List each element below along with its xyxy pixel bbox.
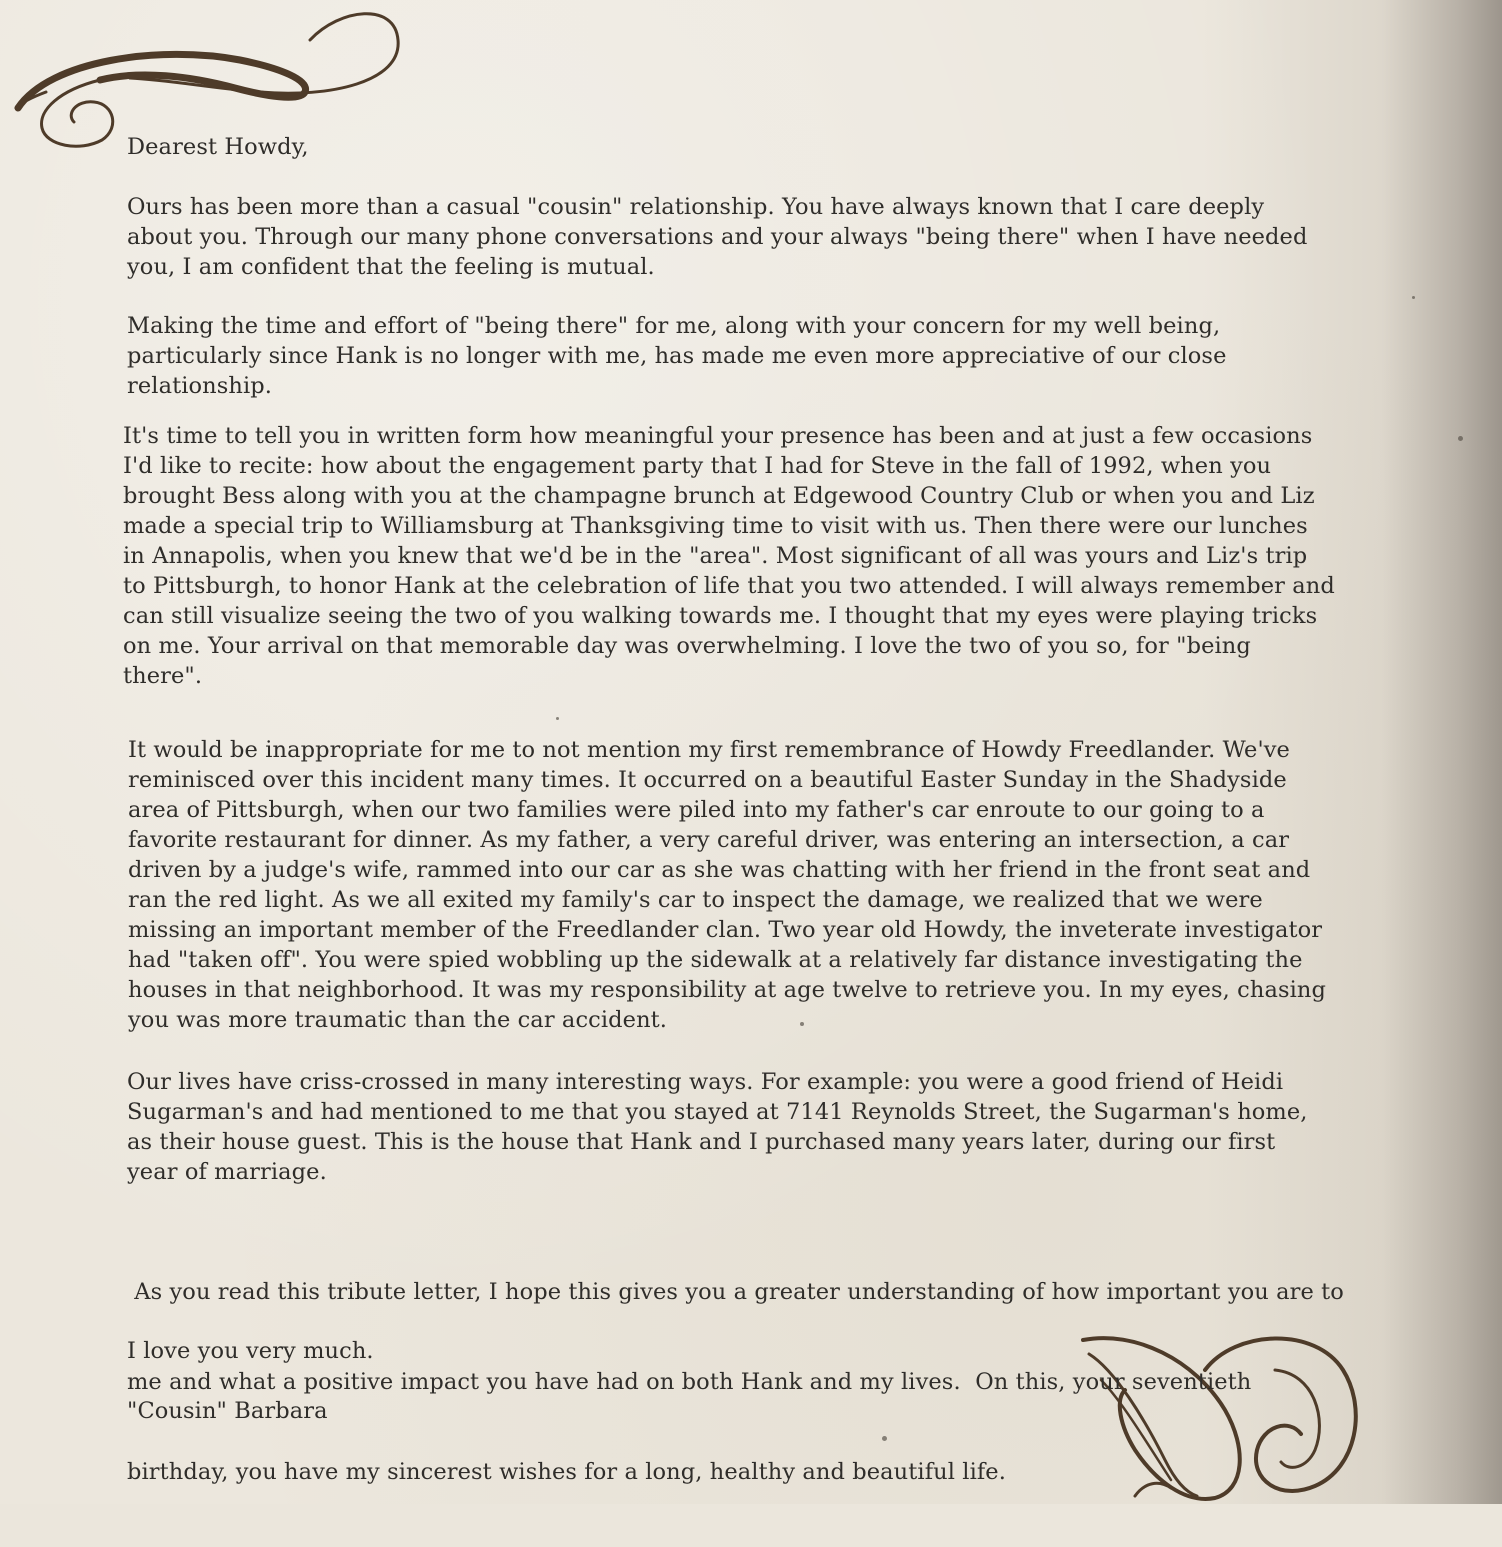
letter-closing: I love you very much. [127, 1338, 374, 1364]
letter-signature: "Cousin" Barbara [127, 1398, 328, 1424]
letter-paragraph [127, 311, 1227, 401]
paragraph-line: Our lives have criss-crossed in many interesting ways. For example: you were a good friend of Heidi [127, 1069, 1284, 1095]
paper-speck [556, 717, 559, 720]
letter-paragraph [127, 1067, 1308, 1187]
paragraph-line: particularly since Hank is no longer with me, has made me even more appreciative of our close [127, 343, 1227, 369]
paragraph-line: Ours has been more than a casual "cousin" relationship. You have always known that I care deeply [127, 194, 1265, 220]
letter-paragraph [127, 1217, 1344, 1547]
paragraph-line: as their house guest. This is the house that Hank and I purchased many years later, during our first [127, 1129, 1276, 1155]
letter-paragraph [128, 735, 1326, 1035]
paragraph-line: had "taken off". You were spied wobbling up the sidewalk at a relatively far distance investigating the [128, 947, 1303, 973]
paragraph-line: ran the red light. As we all exited my family's car to inspect the damage, we realized that we were [128, 887, 1263, 913]
paragraph-line: Sugarman's and had mentioned to me that you stayed at 7141 Reynolds Street, the Sugarman's home, [127, 1099, 1308, 1125]
paragraph-line: can still visualize seeing the two of you walking towards me. I thought that my eyes were playing tricks [123, 603, 1318, 629]
letter-paragraph [123, 421, 1335, 691]
paragraph-line: driven by a judge's wife, rammed into our car as she was chatting with her friend in the front seat and [128, 857, 1311, 883]
paragraph-line: missing an important member of the Freedlander clan. Two year old Howdy, the inveterate investigator [128, 917, 1323, 943]
paragraph-line: there". [123, 663, 203, 689]
paragraph-line: reminisced over this incident many times. It occurred on a beautiful Easter Sunday in the Shadyside [128, 767, 1287, 793]
paragraph-line: relationship. [127, 373, 273, 399]
paragraph-line: you was more traumatic than the car accident. [128, 1007, 668, 1033]
paragraph-line: favorite restaurant for dinner. As my father, a very careful driver, was entering an intersection, a car [128, 827, 1290, 853]
paragraph-line: birthday, you have my sincerest wishes for a long, healthy and beautiful life. [127, 1459, 1006, 1485]
paragraph-line: made a special trip to Williamsburg at Thanksgiving time to visit with us. Then there were our lunches [123, 513, 1308, 539]
paper-speck [1412, 296, 1415, 299]
paragraph-line: brought Bess along with you at the champagne brunch at Edgewood Country Club or when you and Liz [123, 483, 1315, 509]
paragraph-line: about you. Through our many phone conversations and your always "being there" when I have needed [127, 224, 1308, 250]
paragraph-line: As you read this tribute letter, I hope this gives you a greater understanding of how important you are to [127, 1279, 1344, 1305]
paragraph-line: It's time to tell you in written form how meaningful your presence has been and at just a few occasions [123, 423, 1313, 449]
letter-paragraph [127, 192, 1307, 282]
paragraph-line: area of Pittsburgh, when our two families were piled into my father's car enroute to our going to a [128, 797, 1265, 823]
paragraph-line: Making the time and effort of "being there" for me, along with your concern for my well being, [127, 313, 1221, 339]
paragraph-line: you, I am confident that the feeling is mutual. [127, 254, 655, 280]
paragraph-line: I'd like to recite: how about the engagement party that I had for Steve in the fall of 1992, when you [123, 453, 1272, 479]
letter-salutation: Dearest Howdy, [127, 134, 309, 160]
paragraph-line: in Annapolis, when you knew that we'd be in the "area". Most significant of all was yours and Liz's trip [123, 543, 1308, 569]
paper-speck [1458, 436, 1463, 441]
paragraph-line: It would be inappropriate for me to not mention my first remembrance of Howdy Freedlander. We've [128, 737, 1290, 763]
paragraph-line: me and what a positive impact you have had on both Hank and my lives. On this, your seventieth [127, 1369, 1252, 1395]
paragraph-line: year of marriage. [127, 1159, 327, 1185]
paragraph-line: on me. Your arrival on that memorable day was overwhelming. I love the two of you so, for "being [123, 633, 1251, 659]
paragraph-line: to Pittsburgh, to honor Hank at the celebration of life that you two attended. I will always remember and [123, 573, 1335, 599]
paragraph-line: houses in that neighborhood. It was my responsibility at age twelve to retrieve you. In my eyes, chasing [128, 977, 1327, 1003]
